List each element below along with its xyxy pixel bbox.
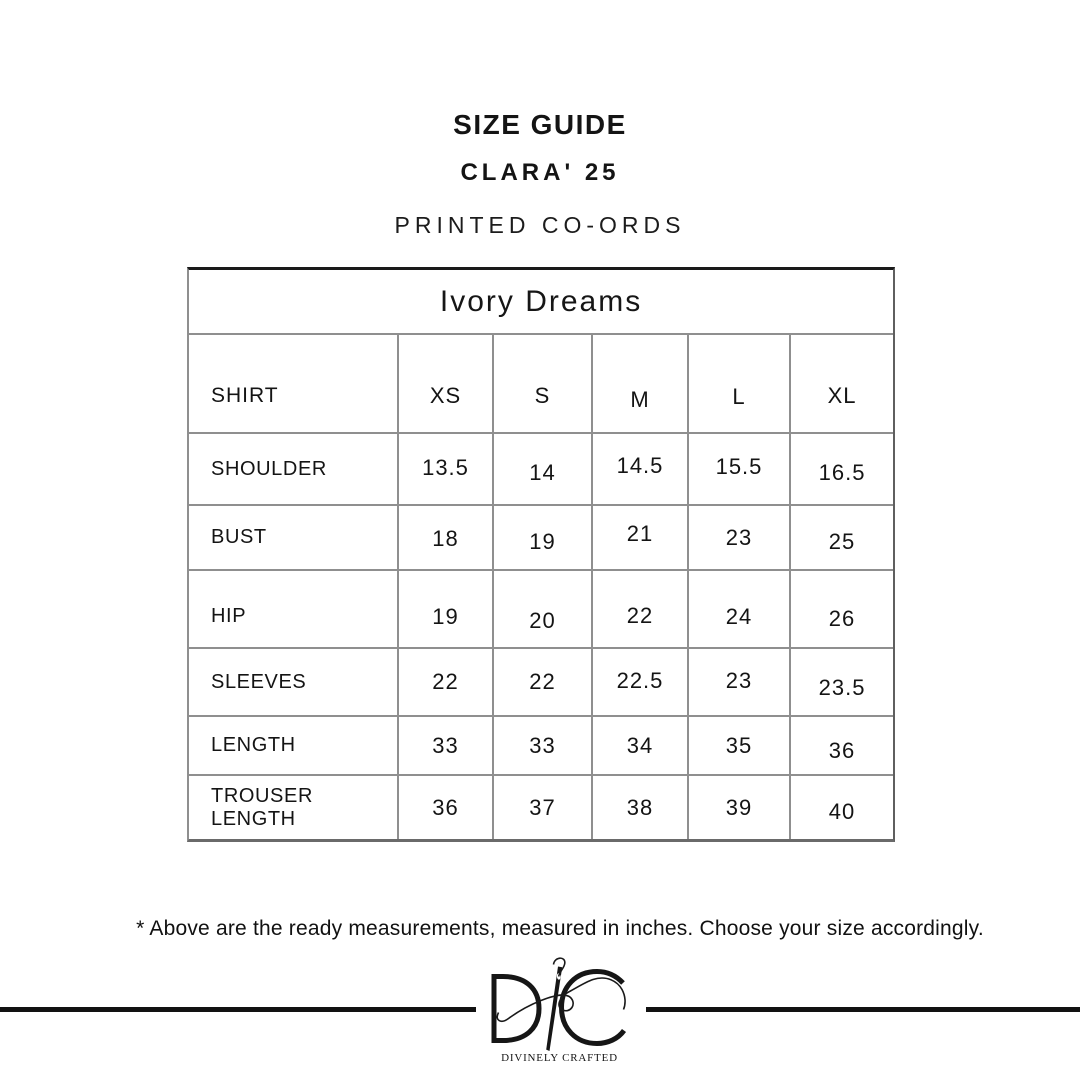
cell-bust-xs: 18 bbox=[398, 505, 493, 570]
product-type: PRINTED CO-ORDS bbox=[394, 212, 686, 238]
table-row-trouser-length bbox=[189, 775, 893, 839]
cell-length-s: 33 bbox=[493, 716, 592, 775]
cell-trouser-xs: 36 bbox=[398, 775, 493, 839]
cell-shoulder-l: 15.5 bbox=[688, 433, 790, 505]
cell-shoulder-xl: 16.5 bbox=[790, 433, 893, 505]
cell-sleeves-l: 23 bbox=[688, 648, 790, 716]
table-row-shoulder bbox=[189, 433, 893, 505]
cell-shoulder-xs: 13.5 bbox=[398, 433, 493, 505]
cell-hip-s: 20 bbox=[493, 570, 592, 648]
measurement-footnote: * Above are the ready measurements, measured in inches. Choose your size accordingly. bbox=[136, 917, 984, 940]
row-label-shoulder: SHOULDER bbox=[189, 433, 398, 505]
cell-trouser-xl: 40 bbox=[790, 775, 893, 839]
size-table bbox=[187, 267, 895, 842]
divider-line-right bbox=[646, 1007, 1080, 1012]
cell-length-xl: 36 bbox=[790, 716, 893, 775]
page-title: SIZE GUIDE bbox=[453, 109, 627, 140]
cell-bust-s: 19 bbox=[493, 505, 592, 570]
col-header-size-xl: XL bbox=[790, 334, 893, 433]
row-label-length: LENGTH bbox=[189, 716, 398, 775]
cell-shoulder-s: 14 bbox=[493, 433, 592, 505]
cell-hip-m: 22 bbox=[592, 570, 688, 648]
brand-wordmark: DIVINELY CRAFTED bbox=[501, 1052, 618, 1064]
row-label-hip: HIP bbox=[189, 570, 398, 648]
cell-hip-xs: 19 bbox=[398, 570, 493, 648]
col-header-size-l: L bbox=[688, 334, 790, 433]
cell-length-l: 35 bbox=[688, 716, 790, 775]
cell-length-xs: 33 bbox=[398, 716, 493, 775]
cell-trouser-l: 39 bbox=[688, 775, 790, 839]
row-label-trouser-length: TROUSER LENGTH bbox=[189, 775, 398, 839]
col-header-shirt: SHIRT bbox=[189, 334, 398, 433]
col-header-size-xs: XS bbox=[398, 334, 493, 433]
row-label-bust: BUST bbox=[189, 505, 398, 570]
table-row-bust bbox=[189, 505, 893, 570]
collection-name: CLARA' 25 bbox=[460, 159, 620, 186]
col-header-size-s: S bbox=[493, 334, 592, 433]
cell-trouser-m: 38 bbox=[592, 775, 688, 839]
brand-logo bbox=[470, 955, 650, 1073]
size-table-grid bbox=[189, 270, 893, 839]
monogram-d bbox=[494, 974, 539, 1043]
row-label-sleeves: SLEEVES bbox=[189, 648, 398, 716]
cell-sleeves-xs: 22 bbox=[398, 648, 493, 716]
cell-sleeves-s: 22 bbox=[493, 648, 592, 716]
table-header-row bbox=[189, 334, 893, 433]
table-row-hip bbox=[189, 570, 893, 648]
table-row-sleeves bbox=[189, 648, 893, 716]
cell-bust-l: 23 bbox=[688, 505, 790, 570]
col-header-size-m: M bbox=[592, 334, 688, 433]
cell-bust-xl: 25 bbox=[790, 505, 893, 570]
cell-length-m: 34 bbox=[592, 716, 688, 775]
cell-hip-xl: 26 bbox=[790, 570, 893, 648]
divider-line-left bbox=[0, 1007, 476, 1012]
cell-sleeves-xl: 23.5 bbox=[790, 648, 893, 716]
table-title-row bbox=[189, 270, 893, 334]
cell-bust-m: 21 bbox=[592, 505, 688, 570]
table-row-length bbox=[189, 716, 893, 775]
table-title: Ivory Dreams bbox=[189, 270, 893, 334]
cell-trouser-s: 37 bbox=[493, 775, 592, 839]
cell-shoulder-m: 14.5 bbox=[592, 433, 688, 505]
cell-hip-l: 24 bbox=[688, 570, 790, 648]
cell-sleeves-m: 22.5 bbox=[592, 648, 688, 716]
